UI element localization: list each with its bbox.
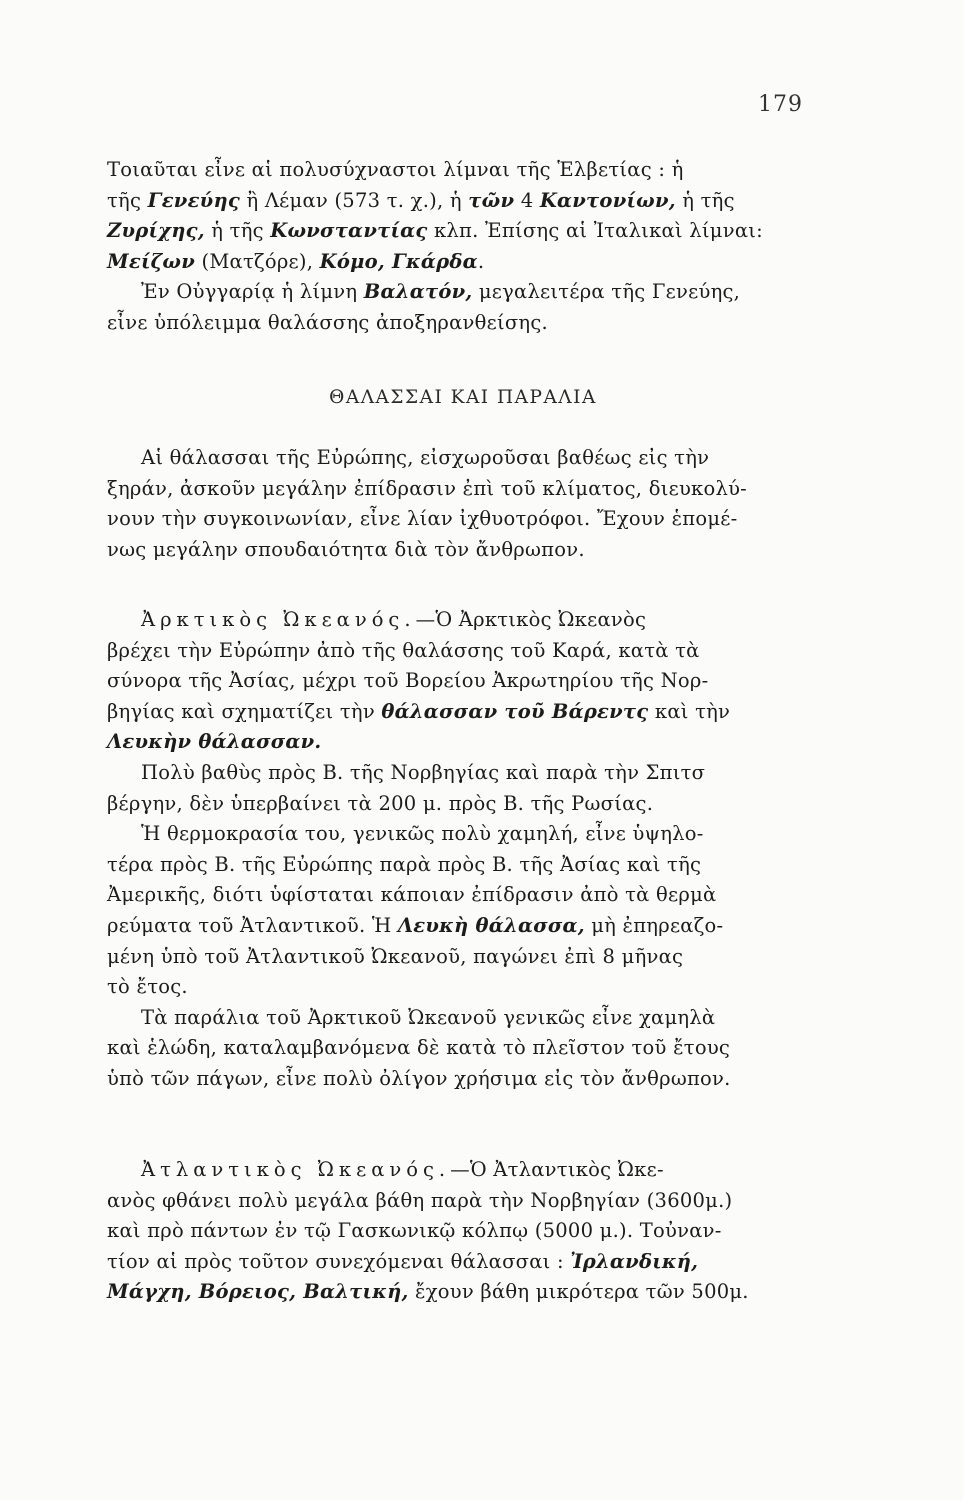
text-line [107,247,819,278]
text-line [107,1003,819,1034]
text-span: Πολὺ βαθὺς πρὸς Β. τῆς Νορβηγίας καὶ παρὰ τὴν Σπιτσ [141,760,706,784]
text-span: εἶνε ὑπόλειμμα θαλάσσης ἀποξηρανθείσης. [107,310,548,334]
emphasized-term: Ζυρίχης, [107,219,205,243]
section-heading-container [107,383,819,414]
text-line [107,758,819,789]
text-line [107,1186,819,1217]
spaced-heading: Ἀρκτικὸς Ὠκεανός. [141,608,416,631]
text-span: μεγαλειτέρα τῆς Γενεύης, [472,280,741,304]
text-line [107,504,819,535]
text-span: ἔχουν βάθη μικρότερα τῶν 500μ. [408,1280,749,1304]
text-span: Τοιαῦται εἶνε αἱ πολυσύχναστοι λίμναι τῆς Ἑλβετίας : ἡ [107,158,684,181]
text-line [107,850,819,881]
emphasized-term: Κόμο, Γκάρδα [319,249,478,273]
text-span: τῆς [107,188,148,212]
emphasized-term: Ἰρλανδική, [570,1249,699,1273]
seas-intro-paragraph [107,443,819,565]
text-line [107,443,819,474]
text-line [107,155,819,186]
emphasized-term: Μάγχη, Βόρειος, Βαλτική, [107,1280,409,1304]
text-line [107,636,819,667]
emphasized-term: Μείζων [107,249,196,273]
text-span: τέρα πρὸς Β. τῆς Εὐρώπης παρὰ πρὸς Β. τῆς Ἀσίας καὶ τῆς [107,852,702,876]
emphasized-term: τῶν [468,188,515,212]
text-line [107,880,819,911]
emphasized-term: Λευκὴν θάλασσαν. [107,730,322,754]
text-span: καὶ πρὸ πάντων ἐν τῷ Γασκωνικῷ κόλπῳ (5000 μ.). Τοὐναν- [107,1219,722,1243]
text-line [107,1064,819,1095]
text-line [107,789,819,820]
text-span: καὶ τὴν [648,699,731,723]
text-span: ἡ τῆς [204,219,271,243]
text-span: βηγίας καὶ σχηματίζει τὴν [107,699,382,723]
text-span: ρεύματα τοῦ Ἀτλαντικοῦ. Ἡ [107,913,398,937]
text-span: ἢ Λέμαν (573 τ. χ.), ἡ [240,188,469,212]
text-span: νως μεγάλην σπουδαιότητα διὰ τὸν ἄνθρωπον. [107,537,585,561]
emphasized-term: Βαλατόν, [363,280,473,304]
emphasized-term: Γενεύης [147,188,241,212]
text-span: . [477,249,485,273]
emphasized-term: Λευκὴ θάλασσα, [397,913,585,937]
text-span: σύνορα τῆς Ἀσίας, μέχρι τοῦ Βορείου Ἀκρωτηρίου τῆς Νορ- [107,669,709,693]
text-line [107,308,819,339]
text-span: βέργην, δὲν ὑπερβαίνει τὰ 200 μ. πρὸς Β. τῆς Ρωσίας. [107,791,654,815]
text-line [107,1033,819,1064]
text-line [107,1216,819,1247]
text-span: Ἀμερικῆς, διότι ὑφίσταται κάποιαν ἐπίδρασιν ἀπὸ τὰ θερμὰ [107,883,717,907]
text-span: τίον αἱ πρὸς τοῦτον συνεχόμεναι θάλασσαι : [107,1249,571,1273]
text-line [107,666,819,697]
section-heading: ΘΑΛΑΣΣΑΙ ΚΑΙ ΠΑΡΑΛΙΑ [329,387,597,408]
emphasized-term: Κωνσταντίας [270,219,428,243]
text-line [107,474,819,505]
text-line [107,1247,819,1278]
text-line [107,1155,819,1186]
text-line [107,727,819,758]
text-span: καὶ ἑλώδη, καταλαμβανόμενα δὲ κατὰ τὸ πλεῖστον τοῦ ἔτους [107,1036,731,1060]
text-line [107,819,819,850]
text-span: —Ὁ Ἀρκτικὸς Ὠκεανὸς [415,608,647,631]
text-line [107,972,819,1003]
text-line [107,1277,819,1308]
text-span: μὴ ἐπηρεαζο- [584,913,724,937]
text-span: ἡ τῆς [675,188,735,212]
text-line [107,535,819,566]
text-span: Τὰ παράλια τοῦ Ἀρκτικοῦ Ὠκεανοῦ γενικῶς εἶνε χαμηλὰ [141,1005,716,1029]
emphasized-term: θάλασσαν τοῦ Βάρεντς [381,699,649,723]
text-span: (Ματζόρε), [195,249,320,273]
text-span: βρέχει τὴν Εὐρώπην ἀπὸ τῆς θαλάσσης τοῦ Καρά, κατὰ τὰ [107,638,700,662]
page-number: 179 [758,92,803,117]
text-line [107,216,819,247]
text-span: μένη ὑπὸ τοῦ Ἀτλαντικοῦ Ὠκεανοῦ, παγώνει ἐπὶ 8 μῆνας [107,944,684,968]
text-span: ξηράν, ἀσκοῦν μεγάλην ἐπίδρασιν ἐπὶ τοῦ κλίματος, διευκολύ- [107,476,748,500]
text-span: Ἡ θερμοκρασία του, γενικῶς πολὺ χαμηλή, εἶνε ὑψηλο- [141,822,704,846]
text-span: —Ὁ Ἀτλαντικὸς Ὠκε- [450,1158,664,1181]
text-span: τὸ ἔτος. [107,975,188,999]
text-line [107,911,819,942]
text-line [107,605,819,636]
text-span: κλπ. Ἐπίσης αἱ Ἰταλικαὶ λίμναι: [427,219,763,243]
text-span: ανὸς φθάνει πολὺ μεγάλα βάθη παρὰ τὴν Νορβηγίαν (3600μ.) [107,1188,733,1212]
text-span: νουν τὴν συγκοινωνίαν, εἶνε λίαν ἰχθυοτρόφοι. Ἔχουν ἑπομέ- [107,507,738,531]
text-line [107,697,819,728]
arctic-ocean-section [107,605,819,1095]
text-line [107,186,819,217]
text-span: Ἐν Οὐγγαρίᾳ ἡ λίμνη [141,280,364,304]
lakes-paragraph [107,155,819,339]
atlantic-ocean-section [107,1155,819,1308]
text-line [107,942,819,973]
text-line [107,277,819,308]
text-span: ὑπὸ τῶν πάγων, εἶνε πολὺ ὀλίγον χρήσιμα εἰς τὸν ἄνθρωπον. [107,1066,731,1090]
text-span: Αἱ θάλασσαι τῆς Εὐρώπης, εἰσχωροῦσαι βαθέως εἰς τὴν [141,446,710,469]
spaced-heading: Ἀτλαντικὸς Ὠκεανός. [141,1158,451,1181]
text-span: 4 [514,188,540,212]
emphasized-term: Καντονίων, [539,188,676,212]
